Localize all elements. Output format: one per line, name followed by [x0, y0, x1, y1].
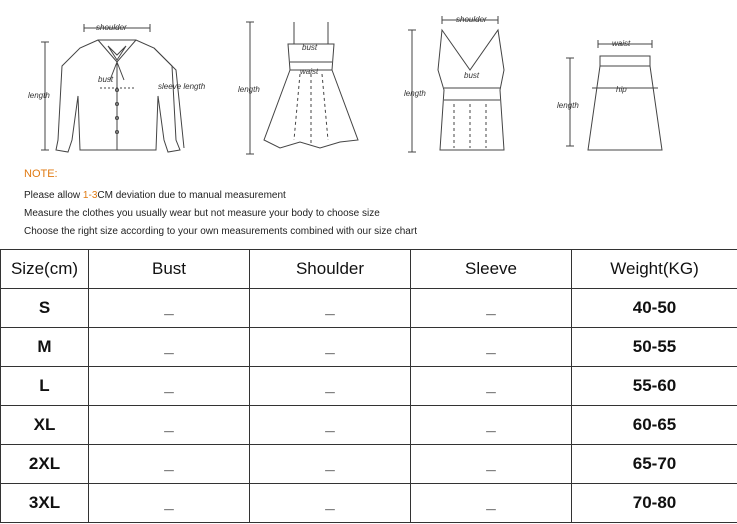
weight-cell: 50-55 [572, 328, 737, 367]
weight-cell: 60-65 [572, 406, 737, 445]
shoulder-cell: _ [250, 406, 411, 445]
size-cell: 3XL [1, 484, 89, 523]
header-bust: Bust [89, 250, 250, 289]
length-label: length [28, 91, 50, 100]
table-header-row [1, 250, 737, 289]
header-size: Size(cm) [1, 250, 89, 289]
tank-length-label: length [404, 89, 426, 98]
shoulder-cell: _ [250, 289, 411, 328]
bust-cell: _ [89, 328, 250, 367]
shoulder-cell: _ [250, 484, 411, 523]
bust-cell: _ [89, 445, 250, 484]
tank-shoulder-label: shoulder [456, 15, 487, 24]
sleeve-cell: _ [411, 289, 572, 328]
weight-cell: 65-70 [572, 445, 737, 484]
measurement-guide [0, 0, 737, 250]
header-sleeve: Sleeve [411, 250, 572, 289]
sleeve-cell: _ [411, 328, 572, 367]
table-row [1, 289, 737, 328]
weight-cell: 70-80 [572, 484, 737, 523]
header-shoulder: Shoulder [250, 250, 411, 289]
sleeve-cell: _ [411, 367, 572, 406]
dress-length-label: length [238, 85, 260, 94]
bust-cell: _ [89, 484, 250, 523]
tank-bust-label: bust [464, 71, 480, 80]
note-line-1-suffix: CM deviation due to manual measurement [97, 190, 286, 201]
sleeve-cell: _ [411, 484, 572, 523]
skirt-waist-label: waist [612, 39, 631, 48]
skirt-length-label: length [557, 101, 579, 110]
tank-diagram [408, 16, 504, 152]
skirt-hip-label: hip [616, 85, 627, 94]
note-line-3: Choose the right size according to your own measurements combined with our size chart [24, 226, 417, 237]
bust-label: bust [98, 75, 114, 84]
dress-waist-label: waist [300, 67, 319, 76]
sleeve-cell: _ [411, 406, 572, 445]
bust-cell: _ [89, 406, 250, 445]
table-row [1, 445, 737, 484]
size-cell: S [1, 289, 89, 328]
weight-cell: 55-60 [572, 367, 737, 406]
sleeve-cell: _ [411, 445, 572, 484]
table-row [1, 328, 737, 367]
bust-cell: _ [89, 367, 250, 406]
note-line-2: Measure the clothes you usually wear but not measure your body to choose size [24, 208, 380, 219]
table-row [1, 484, 737, 523]
table-row [1, 406, 737, 445]
header-weight: Weight(KG) [572, 250, 737, 289]
shoulder-label: shoulder [96, 23, 127, 32]
shoulder-cell: _ [250, 328, 411, 367]
note-title: NOTE: [24, 168, 58, 180]
weight-cell: 40-50 [572, 289, 737, 328]
note-line-1 [24, 190, 286, 201]
bust-cell: _ [89, 289, 250, 328]
dress-diagram [246, 22, 358, 154]
size-chart-table [0, 249, 737, 523]
size-cell: M [1, 328, 89, 367]
note-line-1-prefix: Please allow [24, 190, 83, 201]
size-cell: 2XL [1, 445, 89, 484]
table-row [1, 367, 737, 406]
shoulder-cell: _ [250, 445, 411, 484]
shoulder-cell: _ [250, 367, 411, 406]
skirt-diagram [566, 40, 662, 150]
size-cell: L [1, 367, 89, 406]
sleeve-length-label: sleeve length [158, 82, 206, 91]
note-line-1-highlight: 1-3 [82, 190, 98, 201]
dress-bust-label: bust [302, 43, 318, 52]
size-cell: XL [1, 406, 89, 445]
